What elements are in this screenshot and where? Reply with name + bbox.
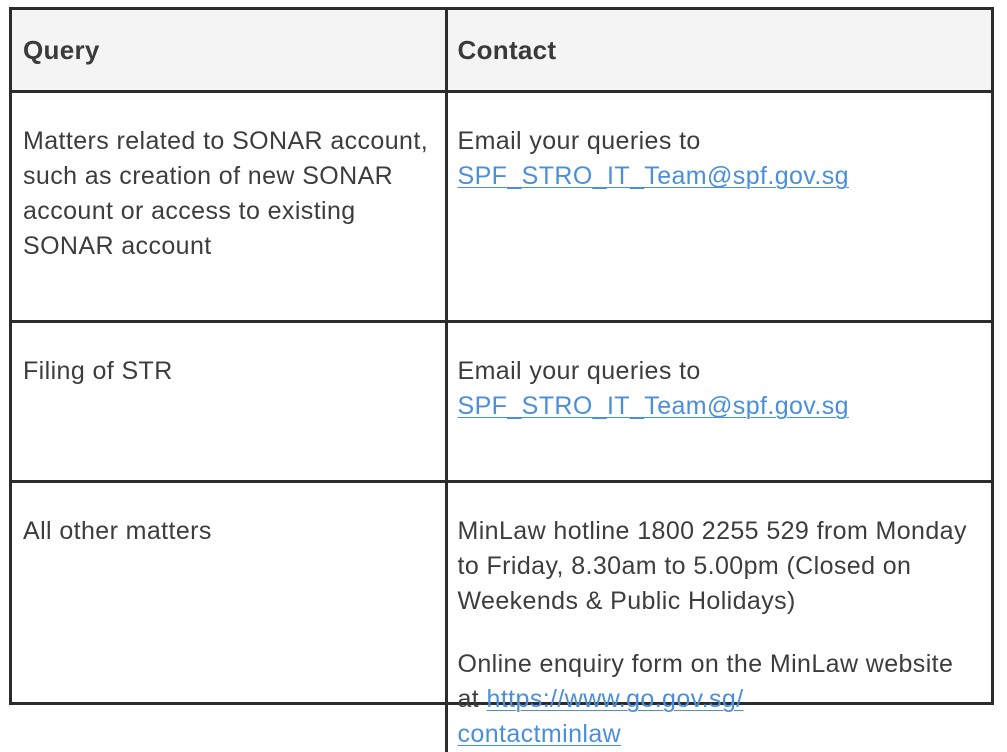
contact-prefix: Email your queries to: [458, 127, 701, 155]
query-cell: [12, 482, 446, 752]
contact-table-frame: [9, 7, 994, 705]
contact-table: [12, 10, 991, 752]
minlaw-enquiry-link[interactable]: [458, 685, 744, 748]
header-query: Query: [12, 10, 446, 92]
contact-cell: [446, 322, 991, 482]
query-cell: [12, 92, 446, 322]
header-contact: Contact: [446, 10, 991, 92]
table-row: [12, 482, 991, 752]
query-text: Filing of STR: [23, 357, 173, 385]
table-row: [12, 322, 991, 482]
contact-cell: [446, 482, 991, 752]
query-text: Matters related to SONAR account, such as creation of new SONAR account or access to existing SONAR account: [23, 127, 428, 260]
enquiry-prefix: Online enquiry form on the MinLaw website at: [458, 650, 954, 713]
contact-prefix: Email your queries to: [458, 357, 701, 385]
contact-cell: [446, 92, 991, 322]
enquiry-url-part2: contactminlaw: [458, 720, 622, 748]
hotline-text: MinLaw hotline 1800 2255 529 from Monday to Friday, 8.30am to 5.00pm (Closed on Weekends & Public Holidays): [458, 514, 982, 619]
enquiry-paragraph: [458, 647, 982, 752]
sonar-email-link[interactable]: SPF_STRO_IT_Team@spf.gov.sg: [458, 162, 849, 190]
str-email-link[interactable]: SPF_STRO_IT_Team@spf.gov.sg: [458, 392, 849, 420]
table-header-row: [12, 10, 991, 92]
enquiry-url-part1: https://www.go.gov.sg/: [487, 685, 744, 713]
table-row: [12, 92, 991, 322]
query-text: All other matters: [23, 517, 212, 545]
query-cell: [12, 322, 446, 482]
